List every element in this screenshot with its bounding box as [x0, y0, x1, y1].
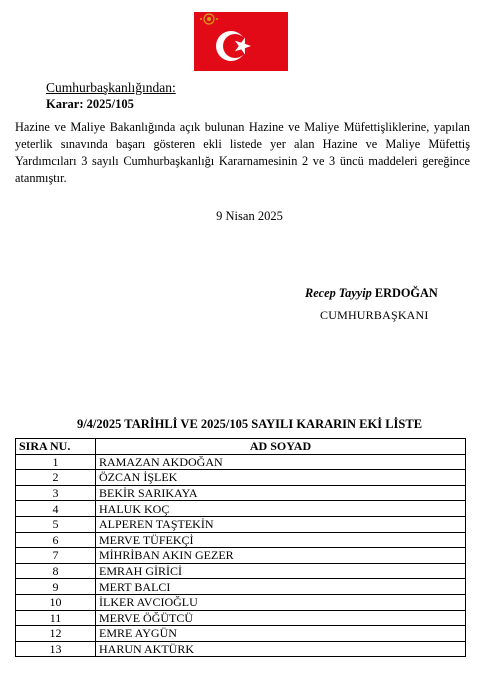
row-number: 7 [16, 548, 96, 564]
table-row [16, 516, 466, 532]
row-number: 5 [16, 516, 96, 532]
row-number: 9 [16, 579, 96, 595]
row-number: 3 [16, 485, 96, 501]
row-name: İLKER AVCIOĞLU [96, 594, 466, 610]
row-name: EMRAH GİRİCİ [96, 563, 466, 579]
table-row [16, 485, 466, 501]
table-row [16, 548, 466, 564]
signatory-surname: ERDOĞAN [374, 286, 438, 300]
table-row [16, 594, 466, 610]
row-number: 1 [16, 454, 96, 470]
decision-date: 9 Nisan 2025 [216, 209, 283, 223]
row-name: RAMAZAN AKDOĞAN [96, 454, 466, 470]
issuing-authority: Cumhurbaşkanlığından: [46, 80, 176, 95]
row-name: ALPEREN TAŞTEKİN [96, 516, 466, 532]
table-row [16, 579, 466, 595]
table-row [16, 610, 466, 626]
table-row [16, 532, 466, 548]
row-number: 8 [16, 563, 96, 579]
row-name: MERVE ÖĞÜTCÜ [96, 610, 466, 626]
signatory-name [305, 286, 438, 301]
row-number: 6 [16, 532, 96, 548]
row-number: 2 [16, 470, 96, 486]
table-row [16, 501, 466, 517]
presidential-emblem-icon [198, 12, 220, 24]
decision-body-text: Hazine ve Maliye Bakanlığında açık bulunan Hazine ve Maliye Müfettişliklerine, yapılan yeterlik sınavında başarı gösteren ekli listede yer alan Hazine ve Maliye Müfettiş Yardımcıları 3 sayılı Cumhurbaşkanlığı Kararnamesinin 2 ve 3 üncü maddeleri gereğince atanmıştır. [15, 120, 470, 185]
signatory-first-names: Recep Tayyip [305, 286, 372, 300]
row-name: HARUN AKTÜRK [96, 641, 466, 657]
column-header-name: AD SOYAD [96, 439, 466, 455]
row-number: 11 [16, 610, 96, 626]
row-name: ÖZCAN İŞLEK [96, 470, 466, 486]
row-name: BEKİR SARIKAYA [96, 485, 466, 501]
decision-number: Karar: 2025/105 [46, 97, 134, 111]
table-row [16, 626, 466, 642]
column-header-number: SIRA NU. [16, 439, 96, 455]
row-number: 13 [16, 641, 96, 657]
appointee-table [15, 438, 466, 657]
table-row [16, 641, 466, 657]
annex-list-title: 9/4/2025 TARİHLİ VE 2025/105 SAYILI KARARIN EKİ LİSTE [76, 417, 423, 431]
table-row [16, 563, 466, 579]
row-name: MİHRİBAN AKIN GEZER [96, 548, 466, 564]
row-number: 12 [16, 626, 96, 642]
signatory-title: CUMHURBAŞKANI [320, 308, 429, 322]
table-row [16, 454, 466, 470]
table-row [16, 470, 466, 486]
row-number: 4 [16, 501, 96, 517]
table-header-row [16, 439, 466, 455]
row-name: MERVE TÜFEKÇİ [96, 532, 466, 548]
row-name: HALUK KOÇ [96, 501, 466, 517]
row-number: 10 [16, 594, 96, 610]
row-name: EMRE AYGÜN [96, 626, 466, 642]
row-name: MERT BALCI [96, 579, 466, 595]
